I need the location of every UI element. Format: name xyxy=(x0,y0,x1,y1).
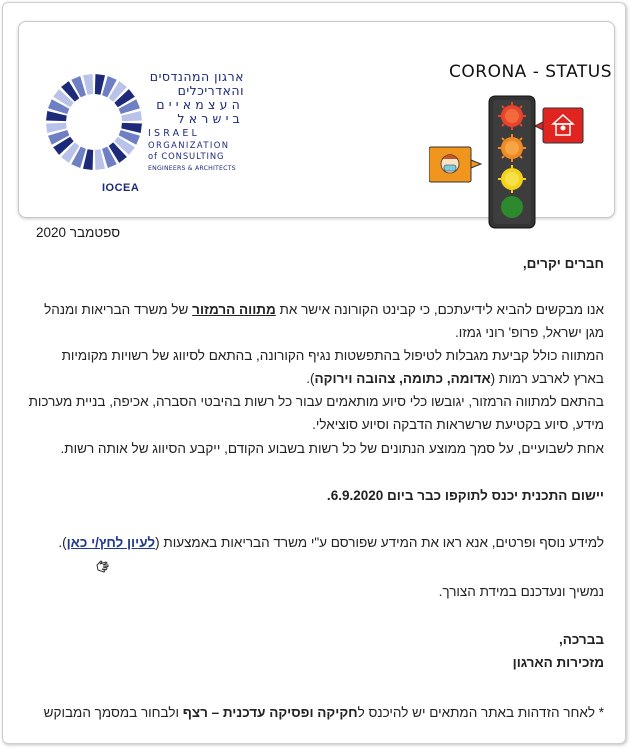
green-light-icon xyxy=(501,196,523,218)
traffic-light-plan-emphasis: מתווה הרמזור xyxy=(192,302,276,317)
text-span: ). xyxy=(306,371,315,386)
more-info-line xyxy=(58,531,604,554)
text-span: ). xyxy=(58,535,67,550)
paragraph-2-line-2 xyxy=(306,367,604,390)
header-banner xyxy=(18,21,615,218)
logo-hebrew-line-4: בישראל xyxy=(177,111,244,126)
signature: מזכירות הארגון xyxy=(512,655,604,670)
masked-person-bubble-icon xyxy=(429,147,481,182)
logo-hebrew-line-1: ארגון המהנדסים xyxy=(149,69,244,84)
orange-light-virus-icon xyxy=(498,134,526,162)
paragraph-2-line-1: המתווה כולל קביעת מגבלות לטיפול בהתפשטות נגיף הקורונה, בהתאם לסיווג של רשויות מקומיות xyxy=(61,348,604,363)
logo-acronym: IOCEA xyxy=(102,182,140,194)
text-span: למידע נוסף ופרטים, אנא ראו את המידע שפורסם ע"י משרד הבריאות באמצעות ( xyxy=(155,535,604,550)
paragraph-4-line-1: אחת לשבועיים, על סמך ממוצע הנתונים של כל רשות בשבוע הקודם, ייקבע הסיווג של אותה רשות. xyxy=(60,441,604,456)
footnote xyxy=(44,701,604,724)
logo-english-line-3: of CONSULTING xyxy=(148,151,225,161)
red-light-virus-icon xyxy=(498,102,526,130)
house-bubble-icon xyxy=(535,108,583,143)
logo-hebrew-text xyxy=(148,70,244,126)
letter-date: ספטמבר 2020 xyxy=(36,225,121,240)
text-span: אנו מבקשים להביא לידיעתכם, כי קבינט הקורונה אישר את xyxy=(275,302,604,317)
logo-english-text xyxy=(148,128,244,174)
implementation-notice: יישום התכנית יכנס לתוקפו כבר ביום 6.9.2020. xyxy=(326,488,604,503)
logo-english-line-1: ISRAEL xyxy=(148,128,201,139)
corona-status-title: CORONA - STATUS xyxy=(449,62,613,82)
logo-english-line-4: ENGINEERS & ARCHITECTS xyxy=(148,164,236,172)
organization-logo xyxy=(44,69,244,194)
greeting: חברים יקרים, xyxy=(522,256,604,271)
text-span: בארץ לארבע רמות ( xyxy=(490,371,604,386)
paragraph-3-line-1: בהתאם למתווה הרמזור, יגובשו כלי סיוע מותאמים עבור כל רשות בהיבטי הסברה, אכיפה, בניית מערכות xyxy=(28,394,604,409)
text-span: של משרד הבריאות ומנהל xyxy=(44,302,193,317)
hand-pointer-icon xyxy=(94,557,112,573)
logo-english-line-2: ORGANIZATION xyxy=(148,139,230,150)
text-span: * לאחר הזדהות באתר המתאים יש להיכנס ל xyxy=(357,705,604,720)
text-span: ולבחור במסמך המבוקש xyxy=(43,705,183,720)
paragraph-1-line-1 xyxy=(44,298,604,321)
paragraph-3-line-2: מידע, סיוע בקטיעת שרשראות הדבקה וסיוע סוציאלי. xyxy=(312,417,604,432)
logo-ring-icon xyxy=(44,72,144,172)
logo-hebrew-line-3: העצמאיים xyxy=(156,97,244,112)
legislation-emphasis: חקיקה ופסיקה עדכנית – רצף xyxy=(182,705,358,720)
closing: בברכה, xyxy=(558,632,604,647)
update-line: נמשיך ונעדכנם במידת הצורך. xyxy=(438,584,604,599)
traffic-light-illustration xyxy=(429,94,599,234)
health-ministry-link[interactable]: לעיון לחץ/י כאן xyxy=(66,535,156,550)
logo-hebrew-line-2: והאדריכלים xyxy=(177,83,244,98)
paragraph-1-line-2: מגן ישראל, פרופ' רוני גמזו. xyxy=(454,325,604,340)
levels-emphasis: אדומה, כתומה, צהובה וירוקה xyxy=(314,371,491,386)
